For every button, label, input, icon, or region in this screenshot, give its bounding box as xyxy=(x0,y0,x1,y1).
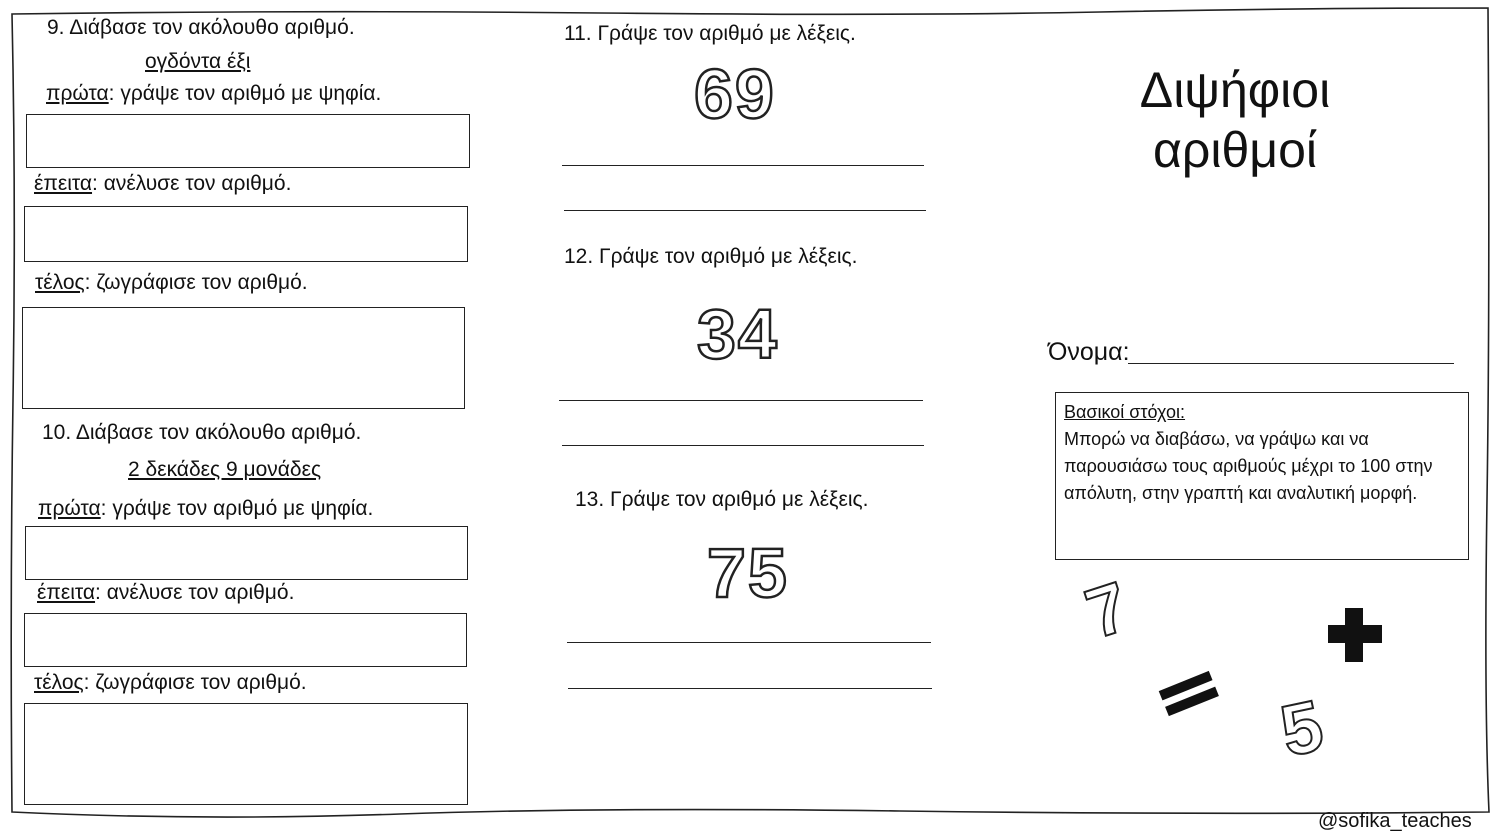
q12-number: 34 xyxy=(697,295,779,373)
q10-finally-label: τέλος xyxy=(34,671,84,694)
worksheet-title xyxy=(1085,60,1385,180)
q10-first-text: : γράψε τον αριθμό με ψηφία. xyxy=(100,497,374,520)
q10-number-words: 2 δεκάδες 9 μονάδες xyxy=(128,458,322,481)
q10-then-text: : ανέλυσε τον αριθμό. xyxy=(95,581,295,604)
q9-finally-label: τέλος xyxy=(35,271,85,294)
plus-icon xyxy=(1326,606,1384,664)
equals-icon xyxy=(1158,670,1220,718)
q10-then-instruction xyxy=(37,581,294,605)
q9-decompose-answer-box[interactable] xyxy=(24,206,468,262)
q10-title: 10. Διάβασε τον ακόλουθο αριθμό. xyxy=(42,421,362,444)
q9-then-instruction xyxy=(34,172,291,196)
q9-then-label: έπειτα xyxy=(34,172,93,195)
q11-number: 69 xyxy=(694,55,776,133)
q9-title: 9. Διάβασε τον ακόλουθο αριθμό. xyxy=(47,16,355,39)
q10-then-label: έπειτα xyxy=(37,581,96,604)
q11-answer-line-2[interactable] xyxy=(564,210,926,211)
q13-answer-line-2[interactable] xyxy=(568,688,932,689)
q11-answer-line-1[interactable] xyxy=(562,165,924,166)
title-line-1: Διψήφιοι xyxy=(1139,62,1331,118)
q9-first-label: πρώτα xyxy=(46,82,109,105)
q13-title: 13. Γράψε τον αριθμό με λέξεις. xyxy=(575,488,869,511)
q10-first-instruction xyxy=(38,497,373,521)
q9-digits-answer-box[interactable] xyxy=(26,114,470,168)
goals-text: Μπορώ να διαβάσω, να γράψω και να παρουσιάσω τους αριθμούς μέχρι το 100 στην απόλυτη, στην γραπτή και αναλυτική μορφή. xyxy=(1064,429,1433,503)
q9-finally-instruction xyxy=(35,271,308,295)
q10-finally-text: : ζωγράφισε τον αριθμό. xyxy=(83,671,307,694)
q13-answer-line-1[interactable] xyxy=(567,642,931,643)
name-label: Όνομα: xyxy=(1048,338,1130,366)
seven-icon: 7 xyxy=(1076,566,1139,654)
q12-title: 12. Γράψε τον αριθμό με λέξεις. xyxy=(564,245,858,268)
credit-text: @sofika_teaches xyxy=(1318,810,1472,832)
q9-first-instruction xyxy=(46,82,381,106)
q10-digits-answer-box[interactable] xyxy=(25,526,468,580)
q9-then-text: : ανέλυσε τον αριθμό. xyxy=(92,172,292,195)
q9-drawing-box[interactable] xyxy=(22,307,465,409)
q10-first-label: πρώτα xyxy=(38,497,101,520)
five-icon: 5 xyxy=(1274,685,1330,773)
q12-answer-line-2[interactable] xyxy=(562,445,924,446)
name-field[interactable] xyxy=(1128,363,1454,364)
goals-box xyxy=(1055,392,1469,560)
goals-title: Βασικοί στόχοι: xyxy=(1064,402,1186,422)
q10-finally-instruction xyxy=(34,671,307,695)
q9-number-words: ογδόντα έξι xyxy=(145,50,251,73)
q10-decompose-answer-box[interactable] xyxy=(24,613,467,667)
title-line-2: αριθμοί xyxy=(1153,122,1317,178)
q10-drawing-box[interactable] xyxy=(24,703,468,805)
q13-number: 75 xyxy=(707,534,789,612)
q11-title: 11. Γράψε τον αριθμό με λέξεις. xyxy=(564,22,856,45)
q9-finally-text: : ζωγράφισε τον αριθμό. xyxy=(84,271,308,294)
q9-first-text: : γράψε τον αριθμό με ψηφία. xyxy=(108,82,382,105)
q12-answer-line-1[interactable] xyxy=(559,400,923,401)
